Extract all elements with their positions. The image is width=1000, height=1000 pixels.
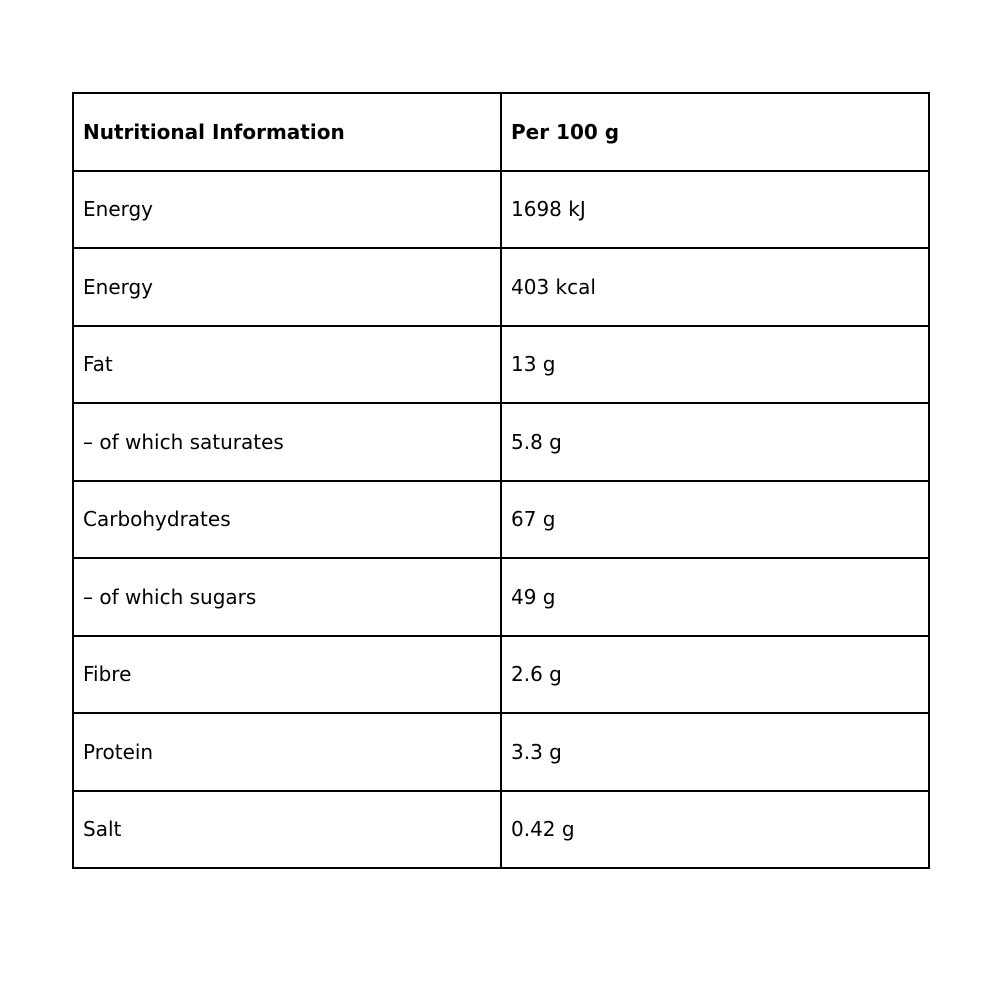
table-row	[73, 248, 929, 326]
nutrient-value: 67 g	[501, 481, 929, 559]
table-row	[73, 558, 929, 636]
nutrient-value: 1698 kJ	[501, 171, 929, 249]
table-row	[73, 326, 929, 404]
nutrient-name: Carbohydrates	[73, 481, 501, 559]
table-row	[73, 403, 929, 481]
nutrition-table	[72, 92, 930, 869]
table-row	[73, 713, 929, 791]
header-per-100g: Per 100 g	[501, 93, 929, 171]
nutrient-name: Protein	[73, 713, 501, 791]
header-nutritional-information: Nutritional Information	[73, 93, 501, 171]
nutrient-name: Energy	[73, 171, 501, 249]
nutrient-value: 2.6 g	[501, 636, 929, 714]
table-row	[73, 636, 929, 714]
nutrient-name: Salt	[73, 791, 501, 869]
nutrient-value: 403 kcal	[501, 248, 929, 326]
nutrient-value: 3.3 g	[501, 713, 929, 791]
nutrient-name: Fibre	[73, 636, 501, 714]
nutrient-name: – of which saturates	[73, 403, 501, 481]
nutrient-name: Fat	[73, 326, 501, 404]
table-row	[73, 791, 929, 869]
nutrient-name: – of which sugars	[73, 558, 501, 636]
table-row	[73, 171, 929, 249]
nutrient-value: 0.42 g	[501, 791, 929, 869]
nutrient-value: 13 g	[501, 326, 929, 404]
nutrient-name: Energy	[73, 248, 501, 326]
nutrient-value: 5.8 g	[501, 403, 929, 481]
table-row	[73, 481, 929, 559]
table-header-row	[73, 93, 929, 171]
nutrient-value: 49 g	[501, 558, 929, 636]
